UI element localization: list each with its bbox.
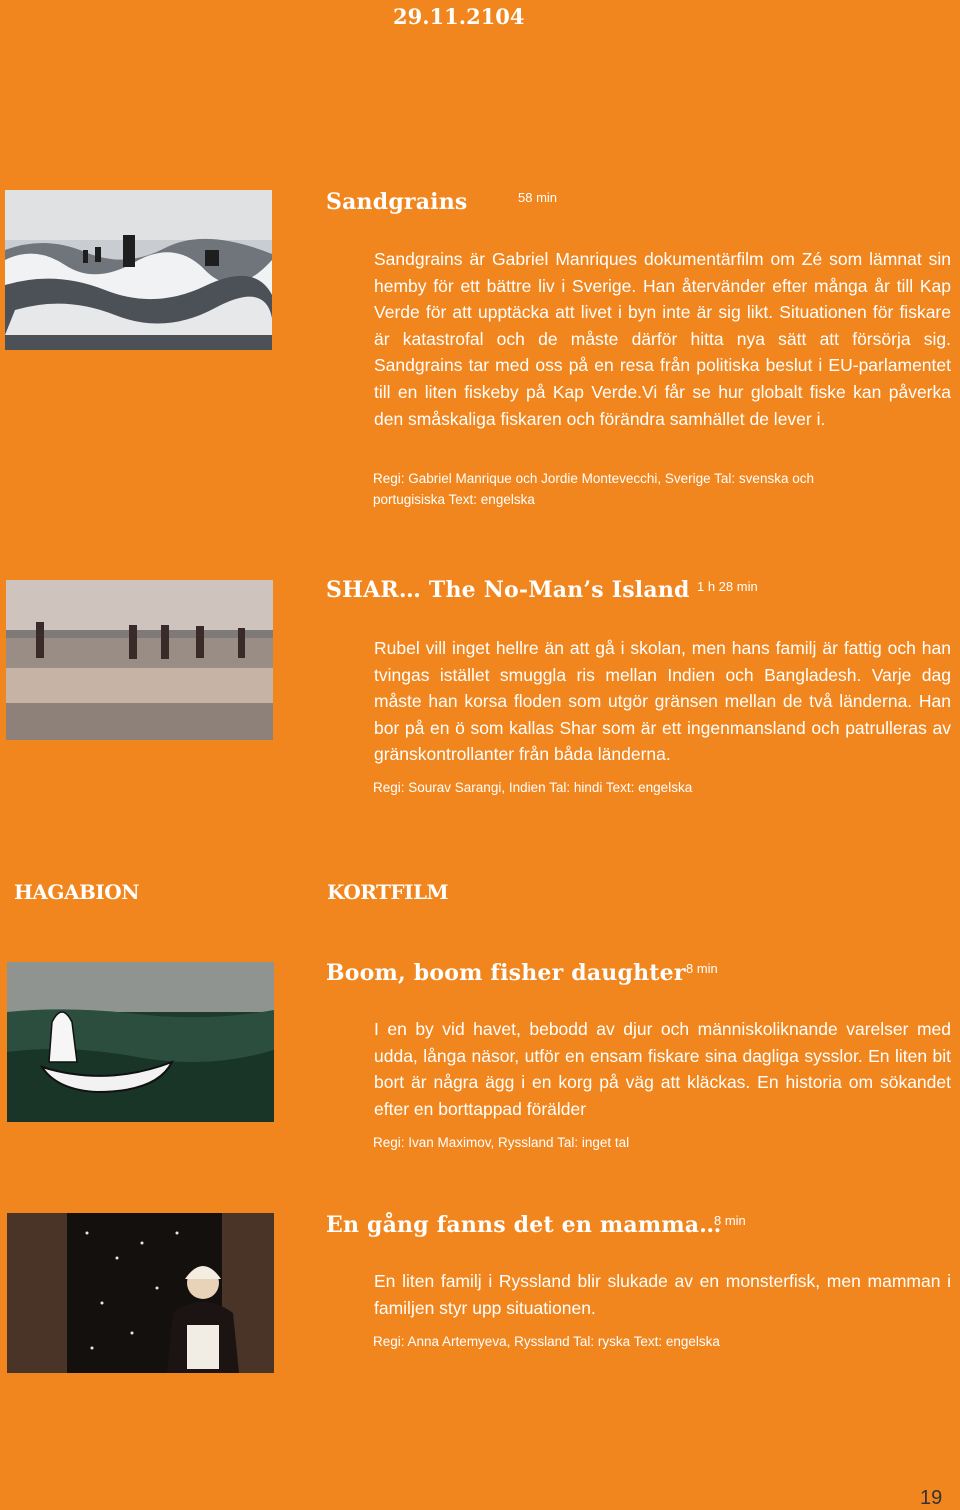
section-category: KORTFILM bbox=[327, 880, 449, 904]
film-credits: Regi: Sourav Sarangi, Indien Tal: hindi Text: engelska bbox=[373, 780, 693, 795]
film-title: SHAR… The No-Man’s Island bbox=[326, 577, 690, 603]
film-duration: 1 h 28 min bbox=[697, 579, 758, 594]
page-date: 29.11.2104 bbox=[393, 4, 525, 29]
page-number: 19 bbox=[920, 1487, 943, 1509]
film-image-sandgrains bbox=[5, 190, 272, 350]
film-image-en-gang bbox=[7, 1213, 274, 1373]
film-description: Rubel vill inget hellre än att gå i skolan, men hans familj är fattig och han tvingas istället smuggla ris mellan Indien och Bangladesh. Varje dag måste han korsa floden som utgör gränsen mellan de två länderna. Han bor på en ö som kallas Shar som är ett ingenmansland och patrulleras av gränskontrollanter från båda länderna. bbox=[374, 638, 951, 765]
film-image-shar bbox=[6, 580, 273, 740]
film-credits: Regi: Gabriel Manrique och Jordie Montevecchi, Sverige Tal: svenska och portugisiska Text: engelska bbox=[373, 471, 814, 507]
film-credits: Regi: Ivan Maximov, Ryssland Tal: inget tal bbox=[373, 1135, 630, 1150]
film-duration: 58 min bbox=[518, 190, 558, 205]
film-description: En liten familj i Ryssland blir slukade av en monsterfisk, men mamman i familjen styr upp situationen. bbox=[374, 1271, 951, 1318]
film-description: I en by vid havet, bebodd av djur och människoliknande varelser med udda, långa näsor, utför en ensam fiskare sina dagliga sysslor. En liten bit bort är några ägg i en korg på väg att kläckas. En historia om sökandet efter en borttappad förälder bbox=[374, 1019, 951, 1119]
film-title: Boom, boom fisher daughter bbox=[326, 960, 686, 986]
film-title: En gång fanns det en mamma… bbox=[326, 1212, 722, 1238]
section-venue: HAGABION bbox=[14, 880, 139, 904]
film-description: Sandgrains är Gabriel Manriques dokumentärfilm om Zé som lämnat sin hemby för ett bättre liv i Sverige. Han återvänder efter många år till Kap Verde för att upptäcka att livet i byn inte är sig likt. Situationen för fiskare är katastrofal och de måste därför hitta nya sätt att försörja sig. Sandgrains tar med oss på en resa från politiska beslut i EU-parlamentet till en liten fiskeby på Kap Verde.Vi får se hur globalt fiske kan påverka den småskaliga fiskaren och förändra samhället de lever i. bbox=[374, 249, 951, 429]
film-credits: Regi: Anna Artemyeva, Ryssland Tal: ryska Text: engelska bbox=[373, 1334, 720, 1349]
film-image-boom-boom bbox=[7, 962, 274, 1122]
film-duration: 8 min bbox=[714, 1213, 746, 1228]
film-duration: 8 min bbox=[686, 961, 718, 976]
film-title: Sandgrains bbox=[326, 189, 468, 215]
